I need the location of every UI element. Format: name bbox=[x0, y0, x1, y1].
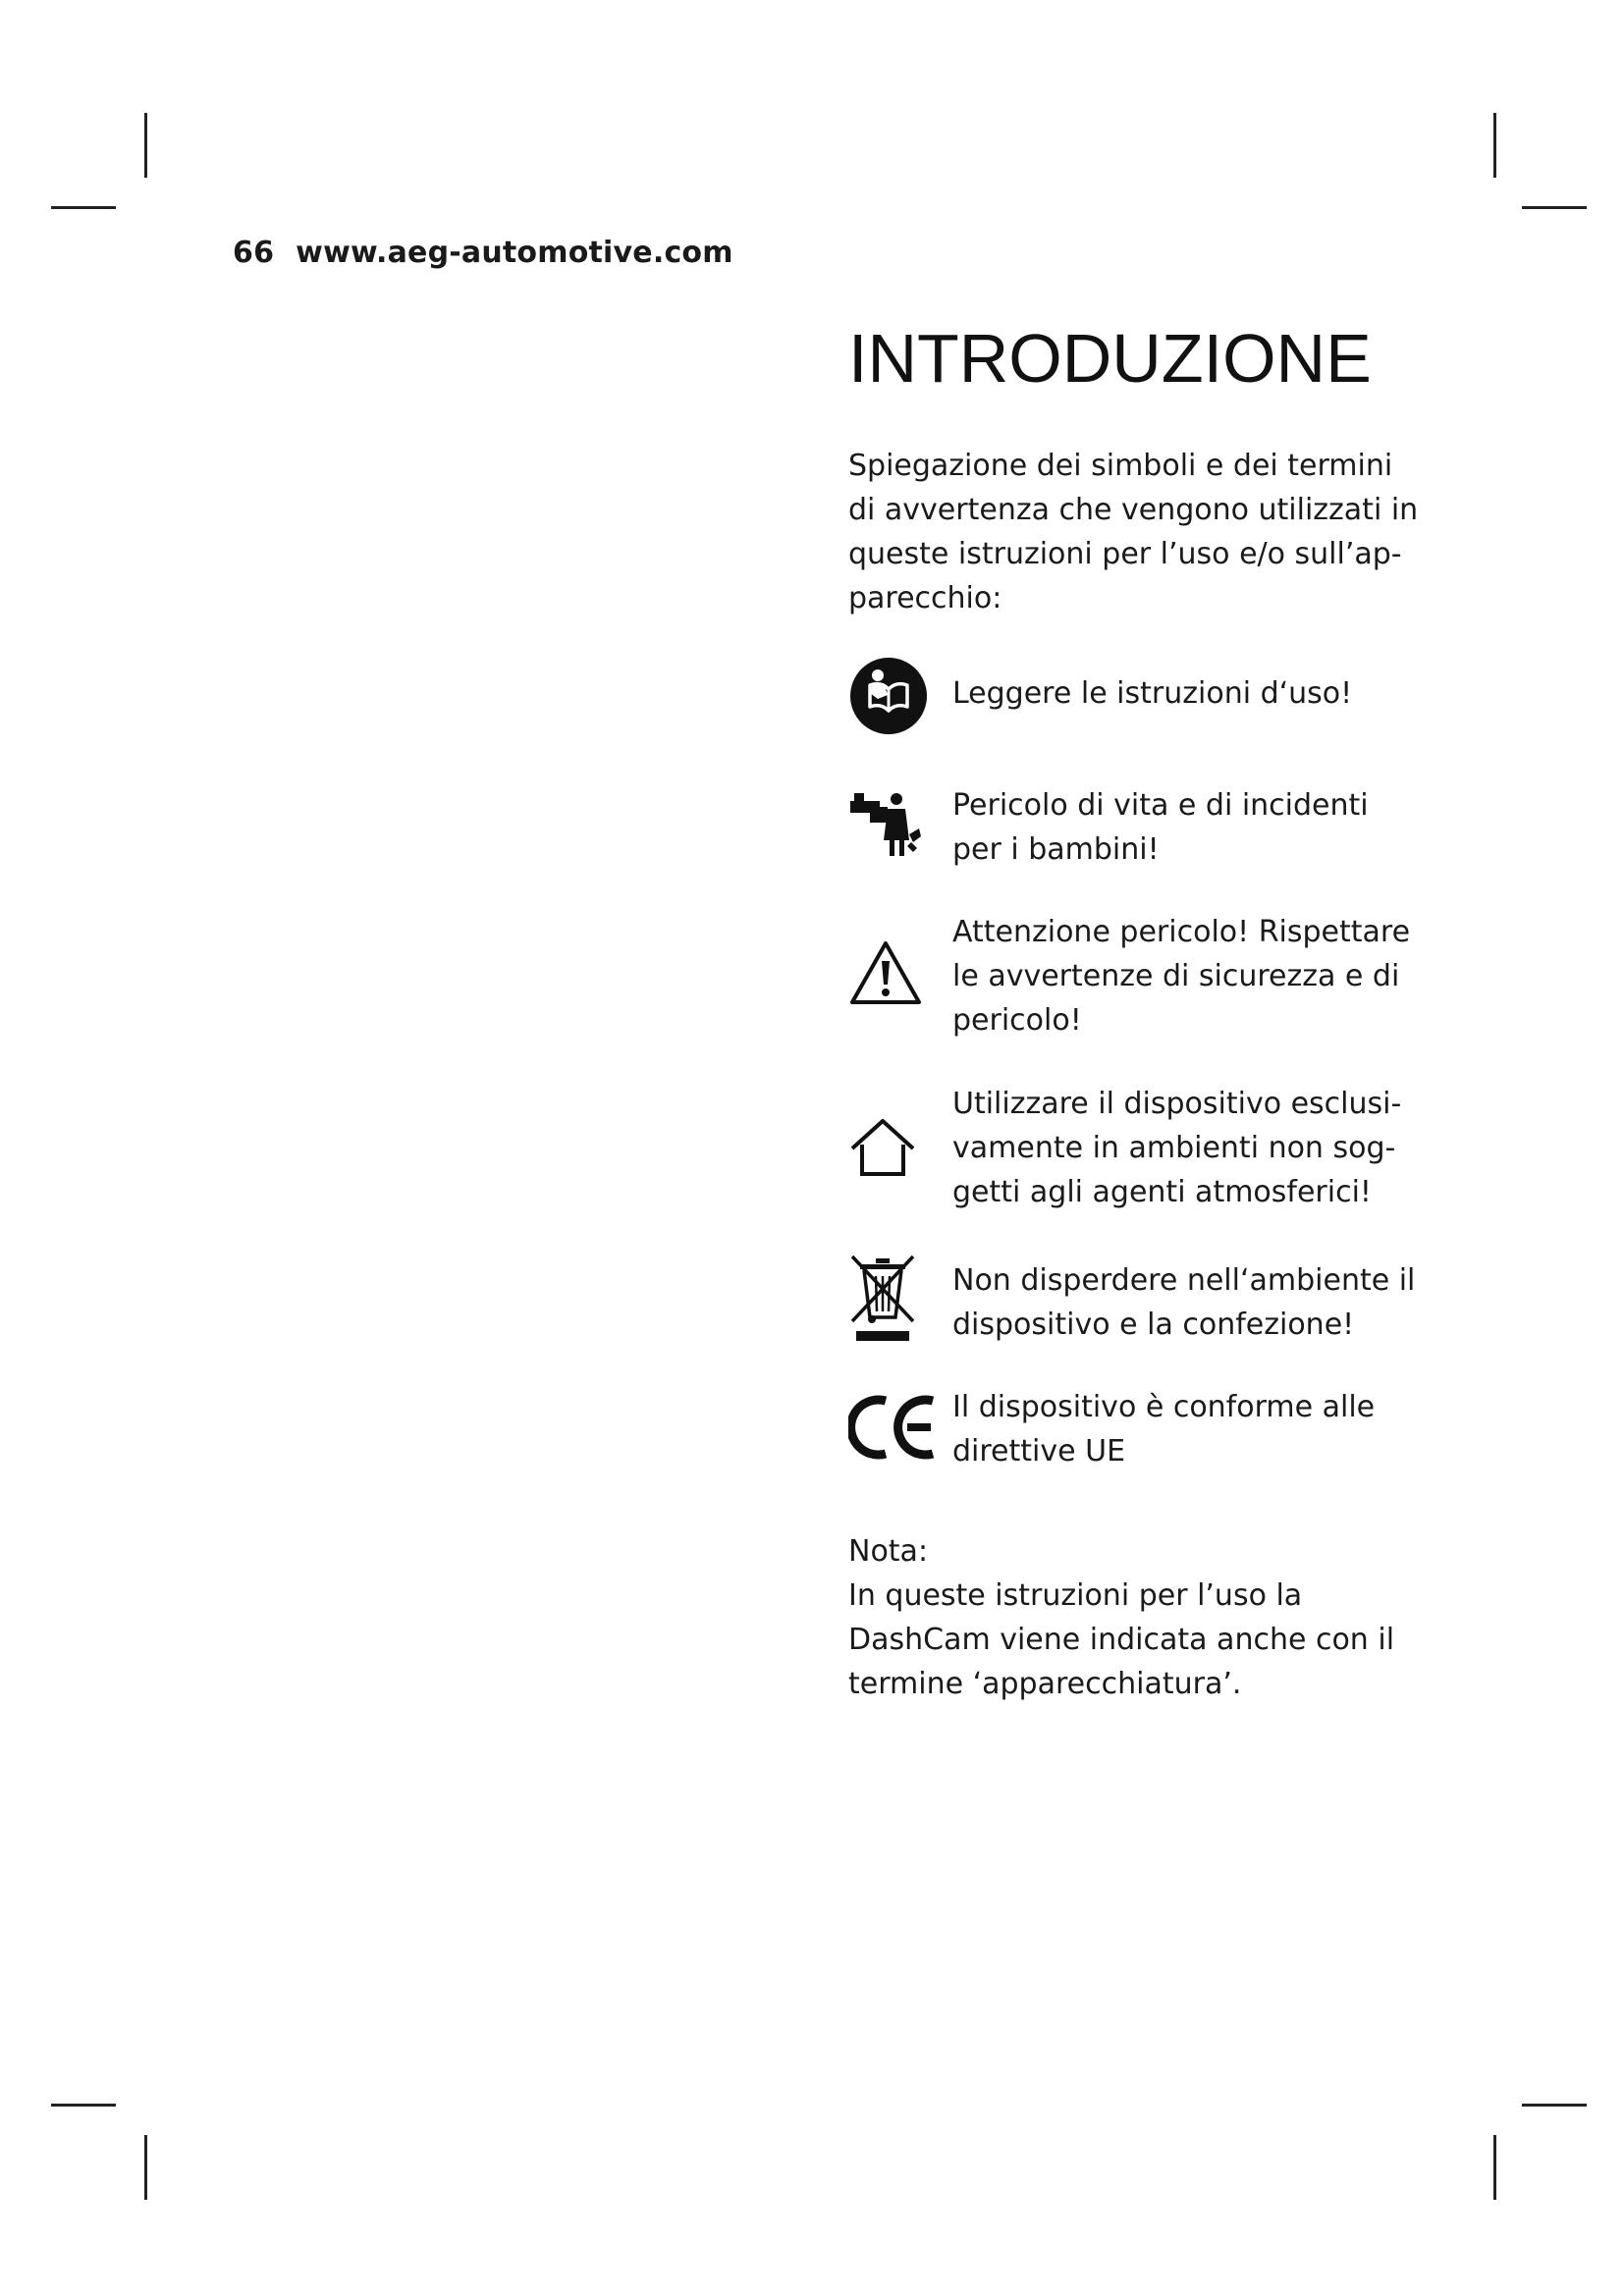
page-number: 66 bbox=[233, 236, 275, 270]
warning-triangle-icon bbox=[848, 939, 923, 1006]
symbol-label-line: dispositivo e la confezione! bbox=[952, 1308, 1355, 1342]
read-manual-icon bbox=[848, 656, 929, 736]
note-line: termine ‘apparecchiatura’. bbox=[848, 1667, 1242, 1701]
crossed-bin-icon bbox=[848, 1253, 917, 1343]
symbol-label-line: vamente in ambienti non sog- bbox=[952, 1131, 1396, 1165]
crop-mark bbox=[1522, 2104, 1587, 2107]
symbol-indoor-use bbox=[848, 1080, 1418, 1227]
intro-line: parecchio: bbox=[848, 581, 1002, 615]
symbol-label-line: Leggere le istruzioni d‘uso! bbox=[952, 676, 1353, 711]
note-line: In queste istruzioni per l’uso la bbox=[848, 1578, 1303, 1613]
symbol-label bbox=[952, 1385, 1375, 1473]
note-heading: Nota: bbox=[848, 1534, 929, 1569]
crop-mark bbox=[51, 206, 116, 209]
intro-paragraph bbox=[848, 444, 1419, 620]
symbol-warning bbox=[848, 908, 1418, 1055]
note-section bbox=[848, 1529, 1398, 1706]
symbol-label bbox=[952, 1258, 1415, 1347]
symbol-label bbox=[952, 671, 1352, 716]
symbol-label-line: Non disperdere nell‘ambiente il bbox=[952, 1263, 1416, 1298]
symbol-disposal bbox=[848, 1247, 1418, 1394]
intro-line: queste istruzioni per l’uso e/o sull’ap- bbox=[848, 537, 1402, 571]
symbol-label-line: getti agli agenti atmosferici! bbox=[952, 1175, 1372, 1209]
symbol-child-danger bbox=[848, 775, 1418, 923]
ce-mark-icon bbox=[848, 1393, 937, 1462]
page-header bbox=[233, 236, 733, 270]
symbol-label-line: direttive UE bbox=[952, 1434, 1126, 1468]
crop-mark bbox=[1522, 206, 1587, 209]
child-danger-icon bbox=[848, 787, 925, 866]
symbol-label-line: per i bambini! bbox=[952, 832, 1160, 867]
symbol-label-line: pericolo! bbox=[952, 1003, 1082, 1038]
crop-mark bbox=[1493, 113, 1496, 178]
note-line: DashCam viene indicata anche con il bbox=[848, 1623, 1395, 1657]
symbol-label bbox=[952, 910, 1410, 1042]
crop-mark bbox=[51, 2104, 116, 2107]
website-link[interactable]: www.aeg-automotive.com bbox=[296, 236, 733, 270]
symbol-label-line: le avvertenze di sicurezza e di bbox=[952, 959, 1400, 993]
symbol-label-line: Pericolo di vita e di incidenti bbox=[952, 788, 1369, 823]
crop-mark bbox=[144, 113, 147, 178]
symbol-ce-conformity bbox=[848, 1379, 1418, 1526]
page-title: INTRODUZIONE bbox=[848, 320, 1372, 397]
intro-line: di avvertenza che vengono utilizzati in bbox=[848, 493, 1419, 527]
symbol-label bbox=[952, 1082, 1401, 1214]
symbol-label-line: Il dispositivo è conforme alle bbox=[952, 1390, 1376, 1424]
symbol-label-line: Attenzione pericolo! Rispettare bbox=[952, 915, 1411, 949]
symbol-label bbox=[952, 783, 1369, 872]
indoor-house-icon bbox=[848, 1117, 917, 1178]
intro-line: Spiegazione dei simboli e dei termini bbox=[848, 449, 1393, 483]
crop-mark bbox=[1493, 2135, 1496, 2200]
crop-mark bbox=[144, 2135, 147, 2200]
symbol-label-line: Utilizzare il dispositivo esclusi- bbox=[952, 1087, 1402, 1121]
